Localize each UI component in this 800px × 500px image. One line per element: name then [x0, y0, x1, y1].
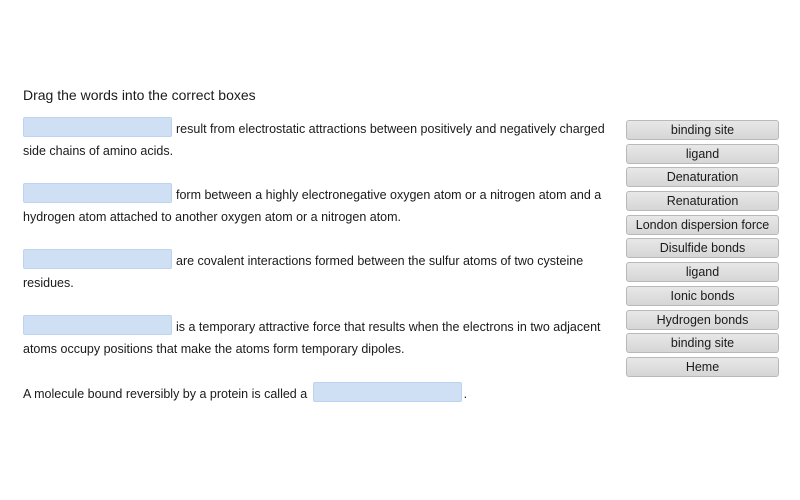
word-tile-binding-site[interactable]: binding site: [626, 120, 779, 140]
question-2: [23, 183, 618, 228]
word-tile-heme[interactable]: Heme: [626, 357, 779, 377]
question-5-text-after: .: [463, 387, 468, 401]
drop-target-2[interactable]: [23, 183, 172, 203]
question-5: [23, 382, 618, 405]
word-tile-binding-site-2[interactable]: binding site: [626, 333, 779, 353]
question-4-text: is a temporary attractive force that results when the electrons in two adjacent atoms occupy positions that make the atoms form temporary dipoles.: [23, 320, 601, 356]
word-tile-london-dispersion-force[interactable]: London dispersion force: [626, 215, 779, 235]
word-tile-hydrogen-bonds[interactable]: Hydrogen bonds: [626, 310, 779, 330]
word-bank: [626, 120, 779, 381]
word-tile-ligand[interactable]: ligand: [626, 144, 779, 164]
drop-target-3[interactable]: [23, 249, 172, 269]
question-2-text: form between a highly electronegative oxygen atom or a nitrogen atom and a hydrogen atom attached to another oxygen atom or a nitrogen atom.: [23, 188, 602, 224]
word-tile-ionic-bonds[interactable]: Ionic bonds: [626, 286, 779, 306]
question-3: [23, 249, 618, 294]
question-1: [23, 117, 618, 162]
word-tile-denaturation[interactable]: Denaturation: [626, 167, 779, 187]
question-4: [23, 315, 618, 360]
question-1-text: result from electrostatic attractions between positively and negatively charged side chains of amino acids.: [23, 122, 605, 158]
drop-target-5[interactable]: [313, 382, 462, 402]
instructions-text: Drag the words into the correct boxes: [23, 87, 256, 103]
drop-target-1[interactable]: [23, 117, 172, 137]
drop-target-4[interactable]: [23, 315, 172, 335]
question-5-text-before: A molecule bound reversibly by a protein is called a: [23, 387, 308, 401]
word-tile-renaturation[interactable]: Renaturation: [626, 191, 779, 211]
word-tile-ligand-2[interactable]: ligand: [626, 262, 779, 282]
word-tile-disulfide-bonds[interactable]: Disulfide bonds: [626, 238, 779, 258]
question-3-text: are covalent interactions formed between the sulfur atoms of two cysteine residues.: [23, 254, 584, 290]
